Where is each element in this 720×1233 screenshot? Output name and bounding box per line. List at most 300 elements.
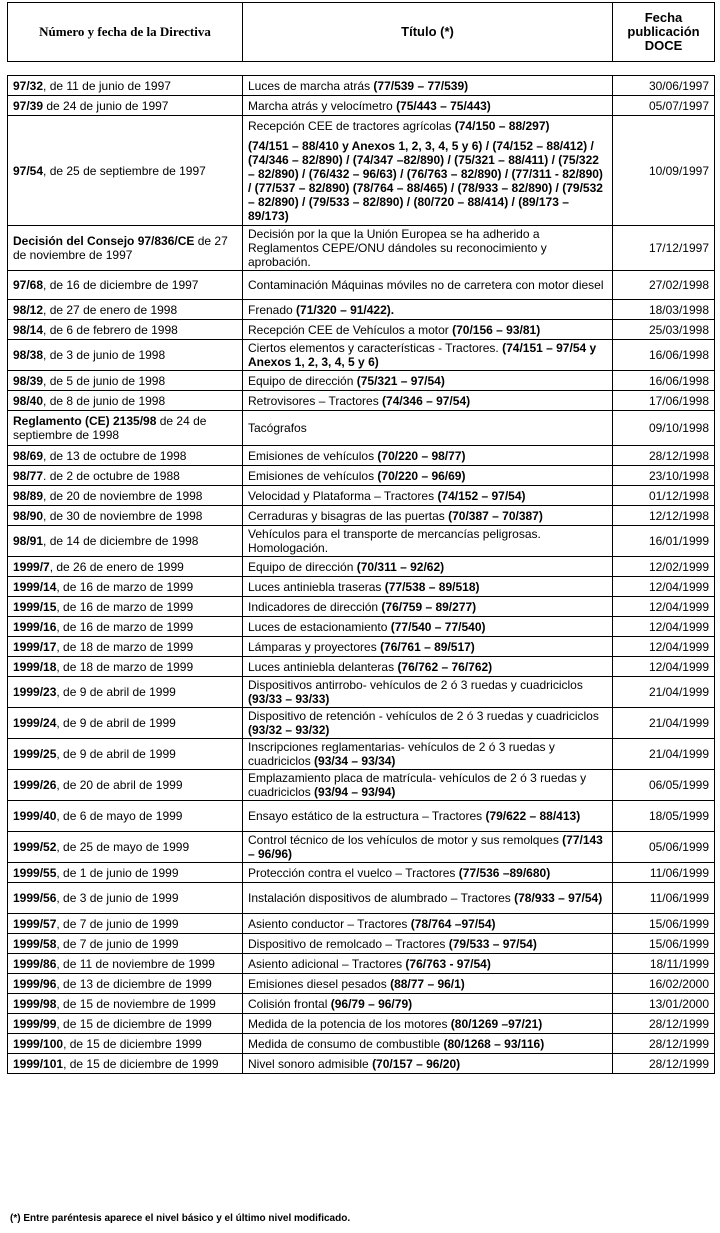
directive-cell <box>8 801 243 832</box>
title-text: (93/33 – 93/33) <box>248 692 330 706</box>
directive-cell <box>8 677 243 708</box>
directive-date: , de 15 de diciembre 1999 <box>63 1036 202 1051</box>
table-row <box>8 883 715 914</box>
title-cell <box>243 657 613 677</box>
table-row <box>8 526 715 557</box>
directive-date: , de 8 de junio de 1998 <box>43 393 166 408</box>
directive-date: , de 16 de marzo de 1999 <box>56 599 194 614</box>
title-text: Dispositivo de retención - vehículos de 2 ó 3 ruedas y cuadriciclos <box>248 709 599 723</box>
publication-date: 16/06/1998 <box>613 340 715 371</box>
directive-cell <box>8 371 243 391</box>
title-text: (79/533 – 97/54) <box>448 936 537 951</box>
publication-date: 21/04/1999 <box>613 739 715 770</box>
publication-date: 17/12/1997 <box>613 226 715 271</box>
title-text: (70/220 – 96/69) <box>377 468 466 483</box>
title-text: (70/156 – 93/81) <box>452 322 541 337</box>
title-text: (74/152 – 97/54) <box>437 488 526 503</box>
table-row <box>8 1034 715 1054</box>
directive-number: 1999/58 <box>13 936 57 951</box>
title-text: Emplazamiento placa de matrícula- vehículos de 2 ó 3 ruedas y cuadriciclos <box>248 771 587 799</box>
title-cell <box>243 770 613 801</box>
directive-cell <box>8 657 243 677</box>
directive-date: , de 1 de junio de 1999 <box>56 865 179 880</box>
directive-date: , de 7 de junio de 1999 <box>56 936 179 951</box>
publication-date: 15/06/1999 <box>613 914 715 934</box>
publication-date: 28/12/1999 <box>613 1054 715 1074</box>
directives-rows <box>8 76 715 1074</box>
title-text: Tacógrafos <box>248 421 307 435</box>
directive-cell <box>8 637 243 657</box>
publication-date: 06/05/1999 <box>613 770 715 801</box>
directive-cell <box>8 954 243 974</box>
directive-number: 98/12 <box>13 302 44 317</box>
table-row <box>8 617 715 637</box>
directive-date: , de 13 de diciembre de 1999 <box>56 976 212 991</box>
directive-number: 98/39 <box>13 373 44 388</box>
directive-number: 1999/55 <box>13 865 57 880</box>
table-row <box>8 391 715 411</box>
directive-cell <box>8 300 243 320</box>
table-row <box>8 657 715 677</box>
directive-cell <box>8 411 243 446</box>
title-cell <box>243 739 613 770</box>
directive-cell <box>8 226 243 271</box>
title-text: (77/538 – 89/518) <box>384 579 480 594</box>
title-text: Retrovisores – Tractores <box>248 393 383 408</box>
directive-date: , de 13 de octubre de 1998 <box>43 448 187 463</box>
title-cell <box>243 883 613 914</box>
table-row <box>8 934 715 954</box>
title-cell <box>243 506 613 526</box>
publication-date: 28/12/1999 <box>613 1034 715 1054</box>
directive-cell <box>8 271 243 300</box>
directive-number: 98/40 <box>13 393 44 408</box>
table-row <box>8 677 715 708</box>
title-text: Luces antiniebla traseras <box>248 579 385 594</box>
directive-number: 98/89 <box>13 488 44 503</box>
title-text: (74/151 – 88/410 y Anexos 1, 2, 3, 4, 5 y 6) / (74/152 – 88/412) / (74/346 – 82/890) / (74/347 –82/890) / (75/321 – 88/411) / (75/322 – 82/890) / (76/432 – 96/63) / (76/763 – 82/890) / (77/311 - 82/890) / (77/537 – 82/890) (78/764 – 88/465) / (78/933 – 82/890) / (79/532 – 82/890) / (79/533 – 82/890) / (80/720 – 88/414) / (89/173 – 89/173) <box>248 138 603 223</box>
publication-date: 12/04/1999 <box>613 657 715 677</box>
table-row <box>8 271 715 300</box>
table-row <box>8 96 715 116</box>
directives-table <box>7 75 715 1074</box>
directive-date: , de 25 de septiembre de 1997 <box>43 163 206 178</box>
title-text: (80/1268 – 93/116) <box>443 1036 545 1051</box>
directive-date: , de 26 de enero de 1999 <box>49 559 184 574</box>
publication-date: 10/09/1997 <box>613 116 715 226</box>
title-text: Dispositivo de remolcado – Tractores <box>248 936 449 951</box>
directive-date: , de 15 de diciembre de 1999 <box>56 1016 212 1031</box>
title-text: (75/321 – 97/54) <box>356 373 445 388</box>
table-row <box>8 411 715 446</box>
title-text: (70/387 – 70/387) <box>448 508 543 523</box>
title-cell <box>243 116 613 226</box>
title-text: (77/540 – 77/540) <box>390 619 486 634</box>
title-text: (70/220 – 98/77) <box>377 448 466 463</box>
table-row <box>8 708 715 739</box>
title-cell <box>243 446 613 466</box>
directive-number: 1999/16 <box>13 619 57 634</box>
directive-number: 97/32 <box>13 78 44 93</box>
directive-date: , de 11 de junio de 1997 <box>43 78 171 93</box>
publication-date: 15/06/1999 <box>613 934 715 954</box>
title-text: Equipo de dirección <box>248 373 357 388</box>
directive-date: , de 6 de febrero de 1998 <box>43 322 178 337</box>
table-row <box>8 76 715 96</box>
title-text: Inscripciones reglamentarias- vehículos de 2 ó 3 ruedas y cuadriciclos <box>248 740 555 768</box>
directive-date: , de 6 de mayo de 1999 <box>56 809 183 823</box>
title-cell <box>243 677 613 708</box>
title-cell <box>243 708 613 739</box>
directive-cell <box>8 557 243 577</box>
directive-date: , de 20 de noviembre de 1998 <box>43 488 203 503</box>
table-row <box>8 974 715 994</box>
directive-number: 1999/57 <box>13 916 57 931</box>
title-text: Ensayo estático de la estructura – Tractores <box>248 809 486 823</box>
title-text: Colisión frontal <box>248 996 331 1011</box>
directive-number: 98/69 <box>13 448 44 463</box>
title-text: (75/443 – 75/443) <box>396 98 491 113</box>
title-cell <box>243 391 613 411</box>
publication-date: 13/01/2000 <box>613 994 715 1014</box>
directive-cell <box>8 96 243 116</box>
title-cell <box>243 801 613 832</box>
directive-cell <box>8 116 243 226</box>
title-text: Control técnico de los vehículos de motor y sus remolques <box>248 833 563 847</box>
publication-date: 25/03/1998 <box>613 320 715 340</box>
title-text: Contaminación Máquinas móviles no de carretera con motor diesel <box>248 278 604 292</box>
title-cell <box>243 340 613 371</box>
table-row <box>8 1014 715 1034</box>
title-cell <box>243 637 613 657</box>
directive-number: 98/91 <box>13 534 44 548</box>
publication-date: 16/06/1998 <box>613 371 715 391</box>
publication-date: 28/12/1999 <box>613 1014 715 1034</box>
title-cell <box>243 863 613 883</box>
directive-cell <box>8 1054 243 1074</box>
directive-date: de 24 de junio de 1997 <box>43 98 169 113</box>
directive-date: , de 16 de marzo de 1999 <box>56 619 194 634</box>
directive-cell <box>8 708 243 739</box>
title-text: Equipo de dirección <box>248 559 357 574</box>
directive-number: 1999/25 <box>13 747 57 761</box>
title-text: Decisión por la que la Unión Europea se ha adherido a Reglamentos CEPE/ONU dándoles su reconocimiento y aprobación. <box>248 227 547 269</box>
title-text: Emisiones diesel pesados <box>248 976 391 991</box>
directive-date: , de 5 de junio de 1998 <box>43 373 166 388</box>
directive-cell <box>8 1014 243 1034</box>
title-text: (93/32 – 93/32) <box>248 723 330 737</box>
title-cell <box>243 320 613 340</box>
title-text: (74/150 – 88/297) <box>454 118 550 133</box>
title-cell <box>243 832 613 863</box>
publication-date: 18/11/1999 <box>613 954 715 974</box>
directive-number: 97/39 <box>13 98 44 113</box>
title-text: Cerraduras y bisagras de las puertas <box>248 508 449 523</box>
publication-date: 11/06/1999 <box>613 883 715 914</box>
directive-number: 98/38 <box>13 348 44 362</box>
title-text: (70/311 – 92/62) <box>356 559 445 574</box>
title-text: Recepción CEE de tractores agrícolas <box>248 118 455 133</box>
title-text: (74/346 – 97/54) <box>382 393 471 408</box>
directive-date: , de 9 de abril de 1999 <box>56 685 176 699</box>
title-cell <box>243 371 613 391</box>
directive-date: , de 15 de noviembre de 1999 <box>56 996 216 1011</box>
directive-number: 1999/40 <box>13 809 57 823</box>
directive-number: 1999/101 <box>13 1056 64 1071</box>
title-cell <box>243 994 613 1014</box>
title-cell <box>243 226 613 271</box>
table-row <box>8 506 715 526</box>
table-row <box>8 466 715 486</box>
title-cell <box>243 76 613 96</box>
directive-number: 97/54 <box>13 163 44 178</box>
table-row <box>8 446 715 466</box>
directive-number: 1999/56 <box>13 891 57 905</box>
title-cell <box>243 954 613 974</box>
title-text: (79/622 – 88/413) <box>485 809 581 823</box>
directive-date: , de 16 de diciembre de 1997 <box>43 278 199 292</box>
title-text: (70/157 – 96/20) <box>372 1056 461 1071</box>
publication-date: 12/02/1999 <box>613 557 715 577</box>
title-text: (76/763 - 97/54) <box>405 956 491 971</box>
title-text: (76/762 – 76/762) <box>397 659 493 674</box>
title-text: (74/151 – 97/54 y Anexos 1, 2, 3, 4, 5 y 6) <box>248 341 597 369</box>
table-row <box>8 577 715 597</box>
directive-date: . de 2 de octubre de 1988 <box>43 468 180 483</box>
directive-cell <box>8 391 243 411</box>
footnote: (*) Entre paréntesis aparece el nivel básico y el último nivel modificado. <box>10 1213 351 1224</box>
publication-date: 16/02/2000 <box>613 974 715 994</box>
table-row <box>8 226 715 271</box>
directive-number: 1999/100 <box>13 1036 64 1051</box>
title-text: Medida de consumo de combustible <box>248 1036 444 1051</box>
table-row <box>8 486 715 506</box>
table-row <box>8 340 715 371</box>
title-text: Medida de la potencia de los motores <box>248 1016 451 1031</box>
title-text: (93/34 – 93/34) <box>314 754 396 768</box>
table-row <box>8 832 715 863</box>
title-cell <box>243 557 613 577</box>
table-row <box>8 116 715 226</box>
directive-cell <box>8 577 243 597</box>
publication-date: 11/06/1999 <box>613 863 715 883</box>
directive-number: 1999/86 <box>13 956 57 971</box>
title-text: (77/143 – 96/96) <box>248 833 603 861</box>
title-text: Marcha atrás y velocímetro <box>248 98 397 113</box>
directive-cell <box>8 466 243 486</box>
directive-number: 98/90 <box>13 508 44 523</box>
directive-number: 1999/7 <box>13 559 50 574</box>
publication-date: 21/04/1999 <box>613 677 715 708</box>
directive-number: 1999/15 <box>13 599 57 614</box>
title-cell <box>243 411 613 446</box>
publication-date: 23/10/1998 <box>613 466 715 486</box>
directive-number: 97/68 <box>13 278 44 292</box>
title-text: Asiento conductor – Tractores <box>248 916 411 931</box>
table-row <box>8 320 715 340</box>
directive-number: 98/14 <box>13 322 44 337</box>
directive-cell <box>8 1034 243 1054</box>
title-cell <box>243 577 613 597</box>
directive-cell <box>8 446 243 466</box>
title-text: Emisiones de vehículos <box>248 468 378 483</box>
directive-date: , de 18 de marzo de 1999 <box>56 659 194 674</box>
directive-number: 1999/99 <box>13 1016 57 1031</box>
directive-date: , de 15 de diciembre de 1999 <box>63 1056 219 1071</box>
title-text: (88/77 – 96/1) <box>390 976 465 991</box>
title-cell <box>243 271 613 300</box>
title-text: Nivel sonoro admisible <box>248 1056 373 1071</box>
directive-number: Decisión del Consejo 97/836/CE <box>13 234 195 248</box>
table-row <box>8 597 715 617</box>
title-cell <box>243 597 613 617</box>
title-text: Lámparas y proyectores <box>248 639 381 654</box>
title-cell <box>243 617 613 637</box>
directive-date: , de 7 de junio de 1999 <box>56 916 179 931</box>
title-text: (77/536 –89/680) <box>458 865 551 880</box>
directive-cell <box>8 617 243 637</box>
title-text: Ciertos elementos y características - Tractores. <box>248 341 503 355</box>
publication-date: 12/04/1999 <box>613 637 715 657</box>
title-cell <box>243 466 613 486</box>
directive-number: 1999/98 <box>13 996 57 1011</box>
directive-number: 1999/26 <box>13 778 57 792</box>
directive-date: , de 11 de noviembre de 1999 <box>56 956 215 971</box>
title-cell <box>243 934 613 954</box>
title-cell <box>243 1034 613 1054</box>
table-row <box>8 739 715 770</box>
header-publication-date: Fecha publicación DOCE <box>613 3 715 62</box>
publication-date: 18/05/1999 <box>613 801 715 832</box>
title-cell <box>243 300 613 320</box>
table-row <box>8 954 715 974</box>
title-text: Luces de estacionamiento <box>248 619 391 634</box>
publication-date: 05/07/1997 <box>613 96 715 116</box>
directive-date: , de 20 de abril de 1999 <box>56 778 183 792</box>
directive-date: , de 27 de enero de 1998 <box>43 302 178 317</box>
header-directive: Número y fecha de la Directiva <box>8 3 243 62</box>
title-cell <box>243 1054 613 1074</box>
directive-cell <box>8 934 243 954</box>
title-text: Vehículos para el transporte de mercancías peligrosas. Homologación. <box>248 527 541 555</box>
directive-cell <box>8 526 243 557</box>
table-row <box>8 300 715 320</box>
directive-date: , de 3 de junio de 1999 <box>56 891 179 905</box>
directive-cell <box>8 974 243 994</box>
publication-date: 21/04/1999 <box>613 708 715 739</box>
title-text: Protección contra el vuelco – Tractores <box>248 865 459 880</box>
title-text: (76/761 – 89/517) <box>380 639 475 654</box>
publication-date: 01/12/1998 <box>613 486 715 506</box>
publication-date: 28/12/1998 <box>613 446 715 466</box>
header-title: Título (*) <box>243 3 613 62</box>
directive-cell <box>8 832 243 863</box>
publication-date: 05/06/1999 <box>613 832 715 863</box>
title-text: Indicadores de dirección <box>248 599 382 614</box>
title-text: Velocidad y Plataforma – Tractores <box>248 488 438 503</box>
directive-cell <box>8 320 243 340</box>
publication-date: 12/04/1999 <box>613 597 715 617</box>
title-text: Instalación dispositivos de alumbrado – Tractores <box>248 891 515 905</box>
directive-cell <box>8 770 243 801</box>
table-row <box>8 371 715 391</box>
title-text: (76/759 – 89/277) <box>381 599 477 614</box>
directive-number: 98/77 <box>13 468 44 483</box>
directive-date: , de 3 de junio de 1998 <box>43 348 166 362</box>
publication-date: 16/01/1999 <box>613 526 715 557</box>
directive-cell <box>8 739 243 770</box>
directive-number: 1999/52 <box>13 840 57 854</box>
title-text: Asiento adicional – Tractores <box>248 956 406 971</box>
table-row <box>8 801 715 832</box>
directive-number: 1999/24 <box>13 716 57 730</box>
publication-date: 30/06/1997 <box>613 76 715 96</box>
publication-date: 18/03/1998 <box>613 300 715 320</box>
table-row <box>8 770 715 801</box>
directive-number: 1999/96 <box>13 976 57 991</box>
directive-date: de 27 de noviembre de 1997 <box>13 234 228 262</box>
title-text: Luces antiniebla delanteras <box>248 659 398 674</box>
title-cell <box>243 486 613 506</box>
table-row <box>8 994 715 1014</box>
title-text: (78/933 – 97/54) <box>514 891 603 905</box>
table-row <box>8 863 715 883</box>
title-text: Frenado <box>248 302 297 317</box>
header-table <box>7 2 715 62</box>
table-row <box>8 637 715 657</box>
title-cell <box>243 96 613 116</box>
title-text: Recepción CEE de Vehículos a motor <box>248 322 453 337</box>
directive-date: , de 25 de mayo de 1999 <box>56 840 190 854</box>
directive-number: 1999/18 <box>13 659 57 674</box>
title-text: (78/764 –97/54) <box>410 916 496 931</box>
table-row <box>8 557 715 577</box>
directive-number: Reglamento (CE) 2135/98 <box>13 414 157 428</box>
directive-date: , de 14 de diciembre de 1998 <box>43 534 199 548</box>
title-text: (77/539 – 77/539) <box>373 78 469 93</box>
publication-date: 12/04/1999 <box>613 577 715 597</box>
directive-cell <box>8 863 243 883</box>
publication-date: 27/02/1998 <box>613 271 715 300</box>
publication-date: 09/10/1998 <box>613 411 715 446</box>
directive-date: de 24 de septiembre de 1998 <box>13 414 207 442</box>
directive-cell <box>8 597 243 617</box>
directive-date: , de 9 de abril de 1999 <box>56 716 176 730</box>
title-text: Emisiones de vehículos <box>248 448 378 463</box>
directive-date: , de 18 de marzo de 1999 <box>56 639 194 654</box>
directive-cell <box>8 506 243 526</box>
title-cell <box>243 974 613 994</box>
directive-cell <box>8 340 243 371</box>
table-row <box>8 1054 715 1074</box>
publication-date: 12/04/1999 <box>613 617 715 637</box>
directive-cell <box>8 486 243 506</box>
title-text: (93/94 – 93/94) <box>314 785 396 799</box>
directive-date: , de 30 de noviembre de 1998 <box>43 508 203 523</box>
directive-number: 1999/14 <box>13 579 57 594</box>
directive-number: 1999/17 <box>13 639 57 654</box>
directive-cell <box>8 994 243 1014</box>
title-text: (71/320 – 91/422). <box>296 302 395 317</box>
directive-date: , de 16 de marzo de 1999 <box>56 579 194 594</box>
directive-date: , de 9 de abril de 1999 <box>56 747 176 761</box>
title-text: (96/79 – 96/79) <box>330 996 413 1011</box>
title-cell <box>243 1014 613 1034</box>
directive-cell <box>8 883 243 914</box>
publication-date: 12/12/1998 <box>613 506 715 526</box>
title-cell <box>243 526 613 557</box>
directive-cell <box>8 76 243 96</box>
